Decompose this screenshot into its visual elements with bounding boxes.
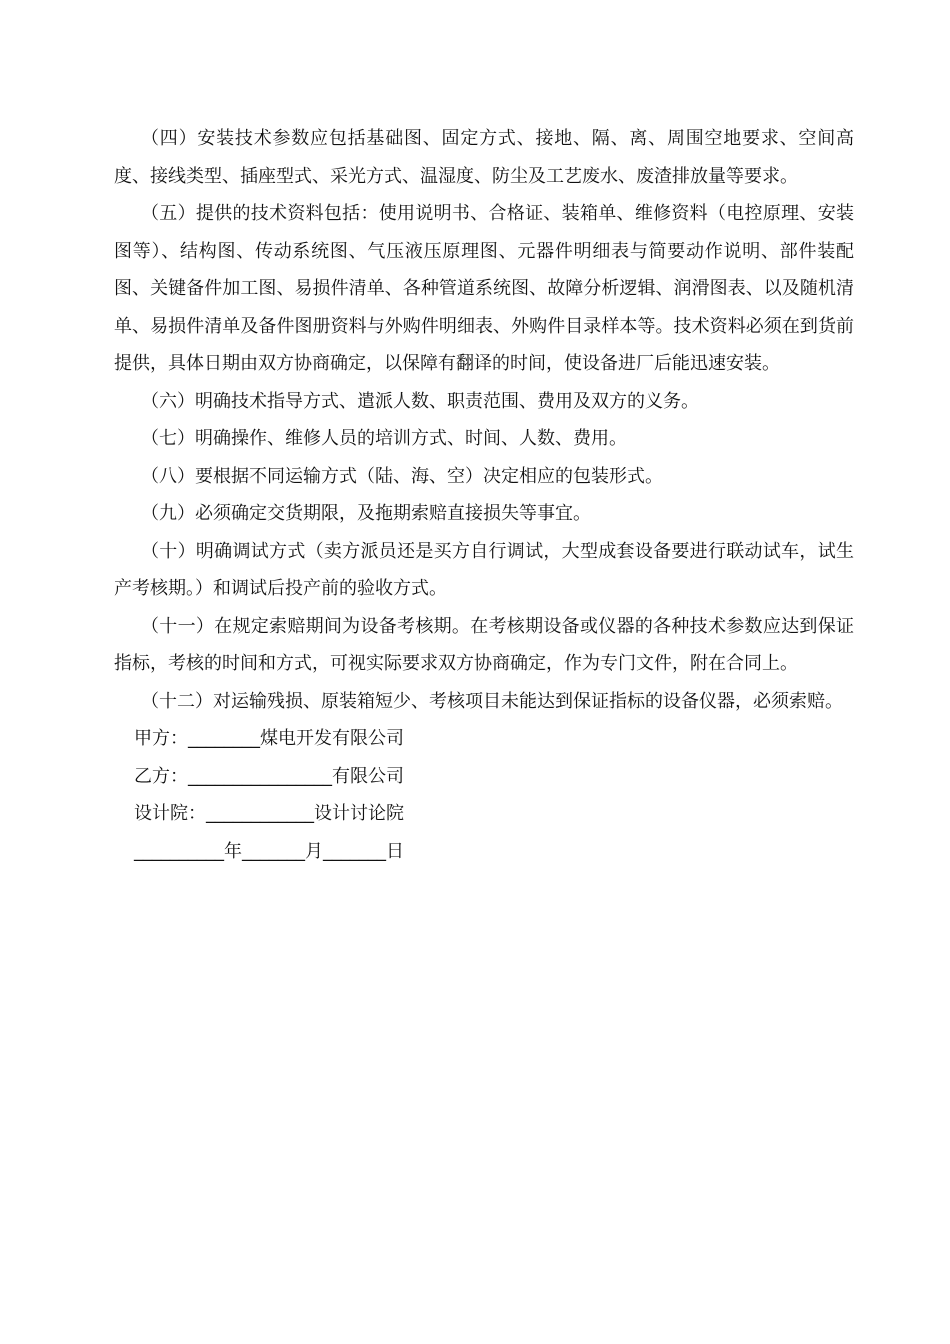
clause-6-paragraph: （六）明确技术指导方式、遣派人数、职责范围、费用及双方的义务。 xyxy=(141,390,699,412)
clause-4-paragraph: （四）安装技术参数应包括基础图、固定方式、接地、隔、离、周围空地要求、空间高度、接线类型、插座型式、采光方式、温湿度、防尘及工艺废水、废渣排放量等要求。 xyxy=(114,128,854,187)
party-b-line: 乙方：________________有限公司 xyxy=(134,765,404,787)
design-institute-line: 设计院：____________设计讨论院 xyxy=(134,803,404,824)
signature-block xyxy=(114,720,854,870)
clause-7-paragraph: （七）明确操作、维修人员的培训方式、时间、人数、费用。 xyxy=(141,428,627,449)
clause-8-paragraph: （八）要根据不同运输方式（陆、海、空）决定相应的包装形式。 xyxy=(141,465,663,487)
date-line: __________年_______月_______日 xyxy=(134,840,404,862)
clause-9-paragraph: （九）必须确定交货期限，及拖期索赔直接损失等事宜。 xyxy=(141,503,591,524)
document-page xyxy=(114,120,854,870)
clause-12-paragraph: （十二）对运输残损、原装箱短少、考核项目未能达到保证指标的设备仪器，必须索赔。 xyxy=(141,690,843,712)
party-a-line: 甲方：________煤电开发有限公司 xyxy=(134,728,404,749)
clause-10-paragraph: （十）明确调试方式（卖方派员还是买方自行调试，大型成套设备要进行联动试车，试生产考核期。）和调试后投产前的验收方式。 xyxy=(114,540,854,599)
clause-11-paragraph: （十一）在规定索赔期间为设备考核期。在考核期设备或仪器的各种技术参数应达到保证指标，考核的时间和方式，可视实际要求双方协商确定，作为专门文件，附在合同上。 xyxy=(114,615,854,674)
clause-5-paragraph: （五）提供的技术资料包括：使用说明书、合格证、装箱单、维修资料（电控原理、安装图等）、结构图、传动系统图、气压液压原理图、元器件明细表与简要动作说明、部件装配图、关键备件加工图、易损件清单、各种管道系统图、故障分析逻辑、润滑图表、以及随机清单、易损件清单及备件图册资料与外购件明细表、外购件目录样本等。技术资料必须在到货前提供，具体日期由双方协商确定，以保障有翻译的时间，使设备进厂后能迅速安装。 xyxy=(114,203,854,374)
